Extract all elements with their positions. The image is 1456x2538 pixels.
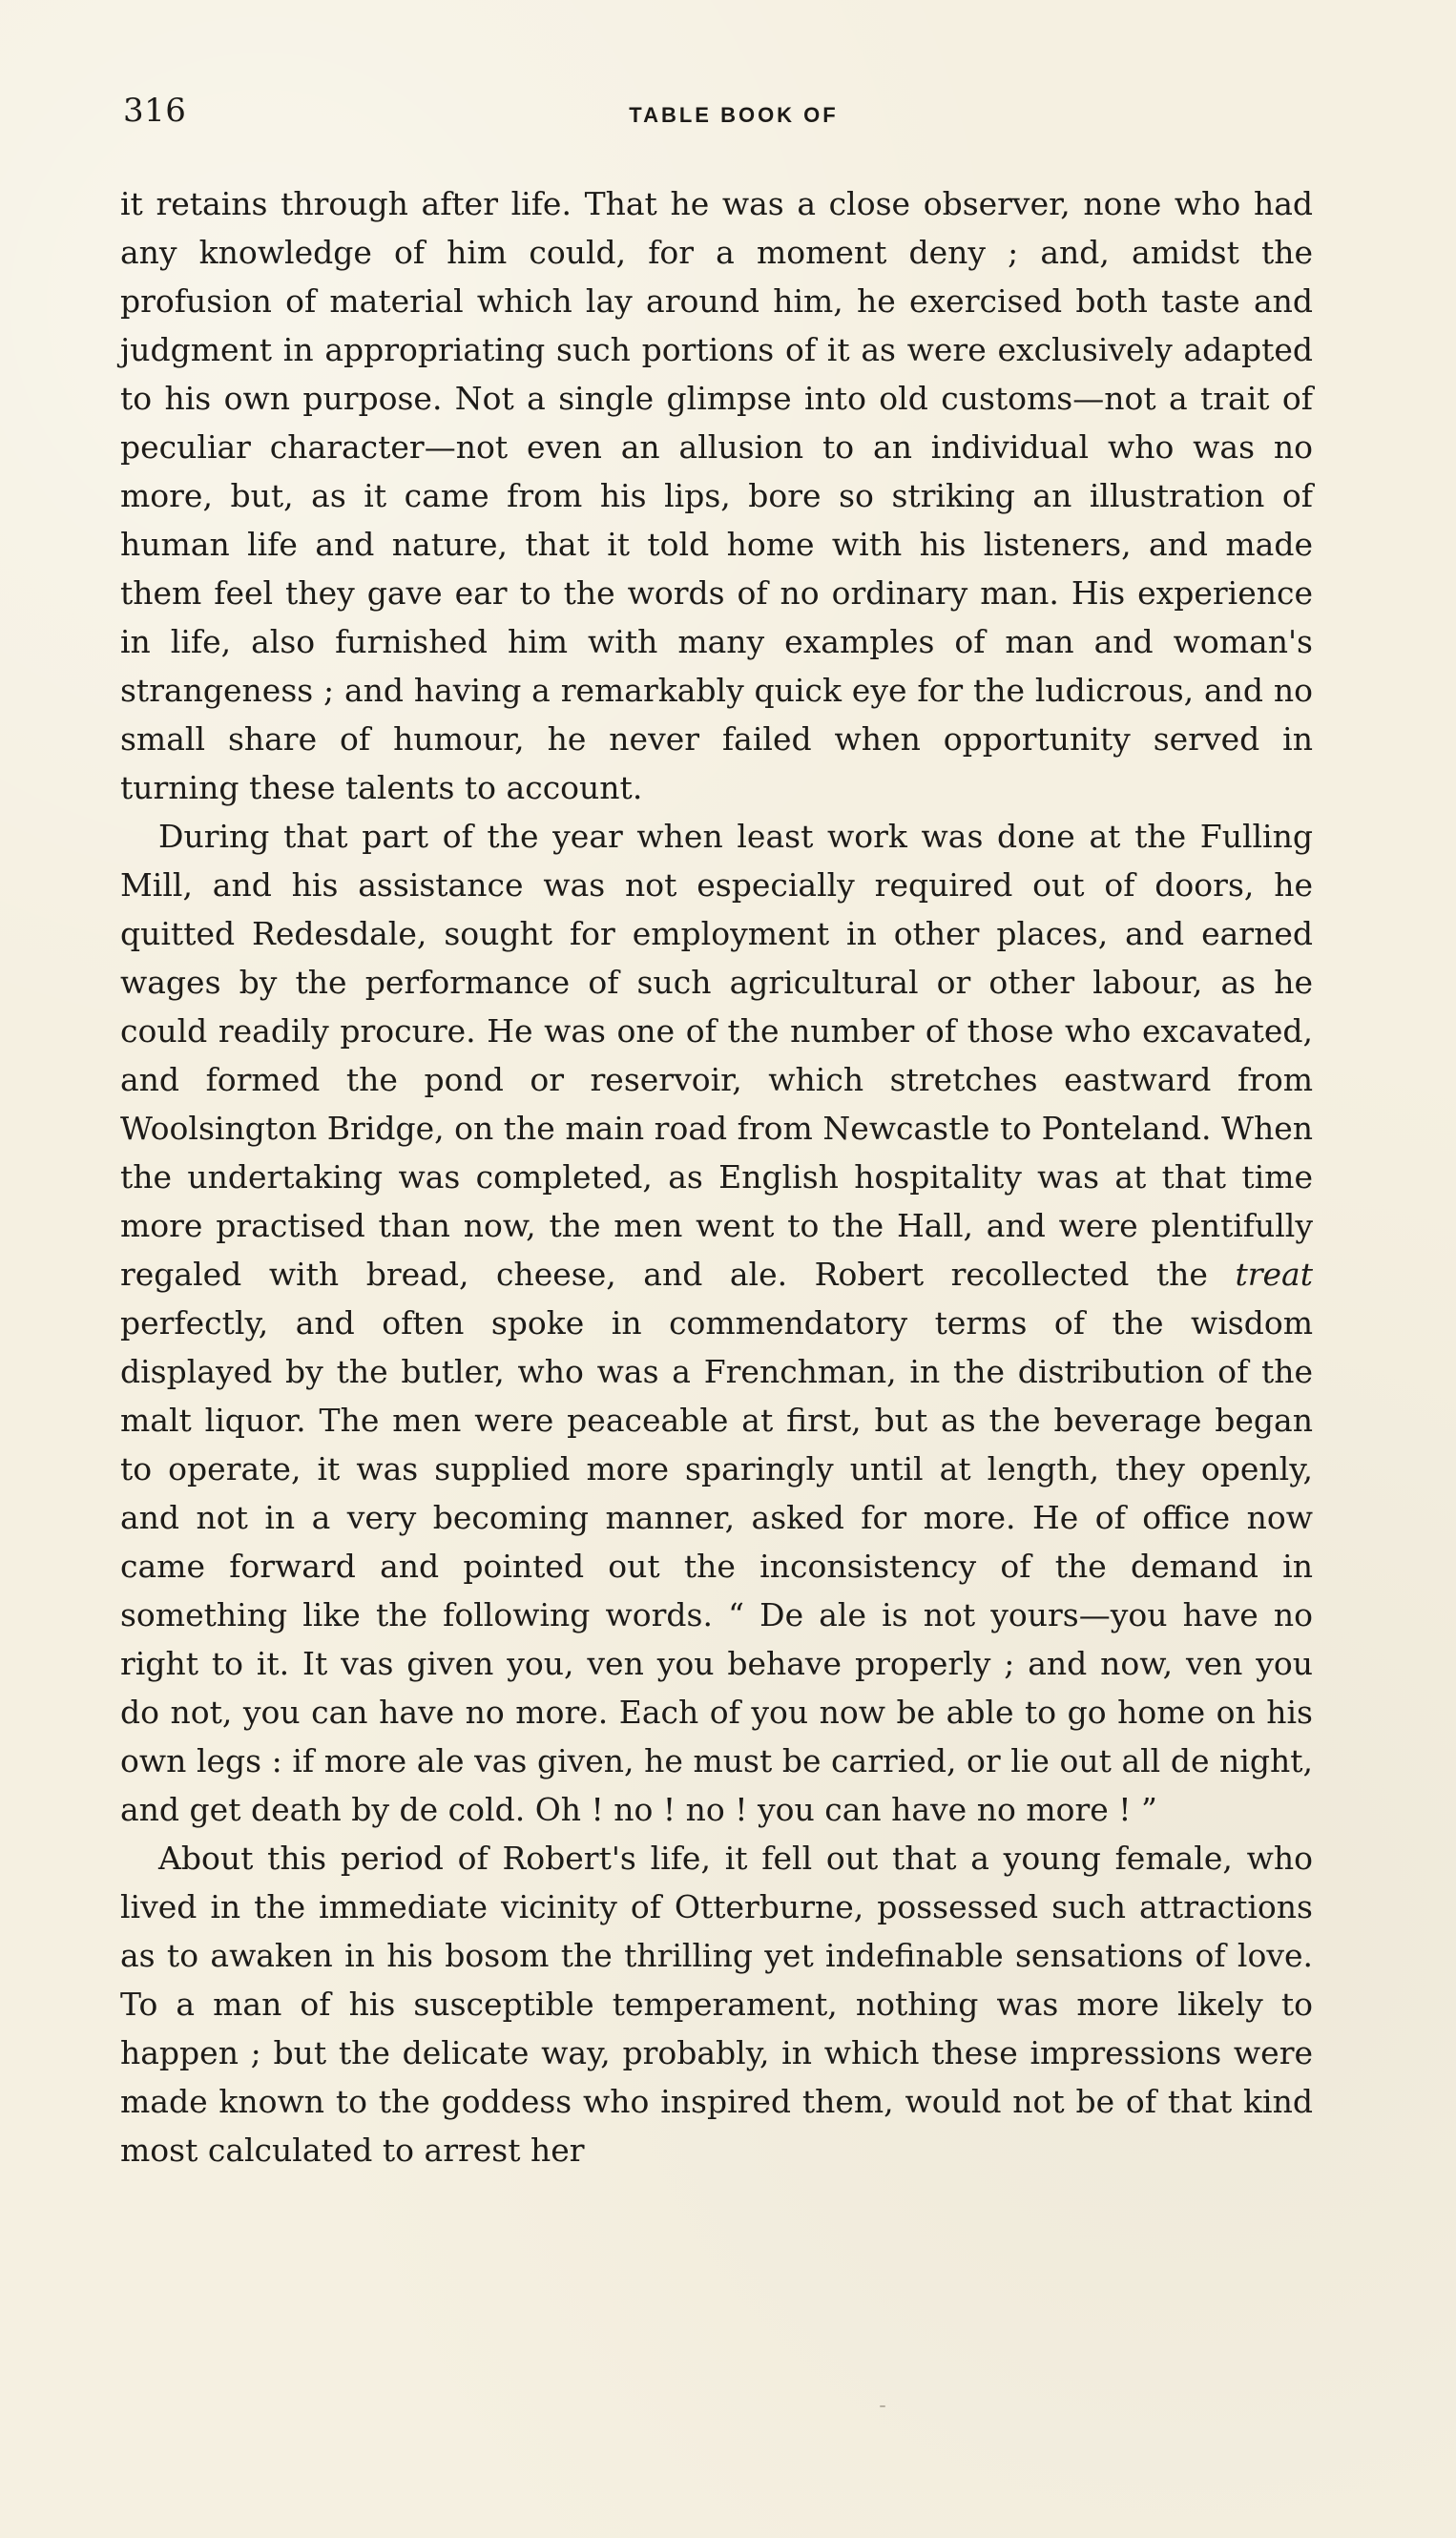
page-header <box>123 92 1314 135</box>
paragraph-1: it retains through after life. That he was a close observer, none who had any knowledge of him could, for a moment deny ; and, amidst the profusion of material which lay around him, he exercised both taste and judgment in appropriating such portions of it as were exclusively adapted to his own purpose. Not a single glimpse into old customs—not a trait of peculiar character—not even an allusion to an individual who was no more, but, as it came from his lips, bore so striking an illustration of human life and nature, that it told home with his listeners, and made them feel they gave ear to the words of no ordinary man. His experience in life, also furnished him with many examples of man and woman's strangeness ; and having a remarkably quick eye for the ludicrous, and no small share of humour, he never failed when opportunity served in turning these talents to account. <box>120 185 1313 806</box>
body-text <box>120 179 1313 2174</box>
paper-speck <box>880 2405 885 2407</box>
paragraph-2-after-italic: perfectly, and often spoke in commendatory terms of the wisdom displayed by the butler, who was a Frenchman, in the distribution of the malt liquor. The men were peaceable at first, but as the beverage began to operate, it was supplied more sparingly until at length, they openly, and not in a very becoming manner, asked for more. He of office now came forward and pointed out the inconsistency of the demand in something like the following words. “ De ale is not yours—you have no right to it. It vas given you, ven you behave properly ; and now, ven you do not, you can have no more. Each of you now be able to go home on his own legs : if more ale vas given, he must be carried, or lie out all de night, and get death by de cold. Oh ! no ! no ! you can have no more ! ” <box>120 1304 1313 1828</box>
paragraph-2 <box>120 812 1313 1834</box>
running-head: TABLE BOOK OF <box>629 103 839 127</box>
paragraph-3: About this period of Robert's life, it fell out that a young female, who lived in the immediate vicinity of Otterburne, possessed such attractions as to awaken in his bosom the thrilling yet indefinable sensations of love. To a man of his susceptible temperament, nothing was more likely to happen ; but the delicate way, probably, in which these impressions were made known to the goddess who inspired them, would not be of that kind most calculated to arrest her <box>120 1840 1313 2169</box>
paragraph-2-italic-word: treat <box>1235 1256 1313 1293</box>
page-number: 316 <box>123 92 187 130</box>
paragraph-2-before-italic: During that part of the year when least work was done at the Fulling Mill, and his assistance was not especially required out of doors, he quitted Redesdale, sought for employment in other places, and earned wages by the performance of such agricultural or other labour, as he could readily procure. He was one of the number of those who excavated, and formed the pond or reservoir, which stretches eastward from Woolsington Bridge, on the main road from Newcastle to Ponteland. When the undertaking was completed, as English hospitality was at that time more practised than now, the men went to the Hall, and were plentifully regaled with bread, cheese, and ale. Robert recollected the <box>120 818 1313 1293</box>
